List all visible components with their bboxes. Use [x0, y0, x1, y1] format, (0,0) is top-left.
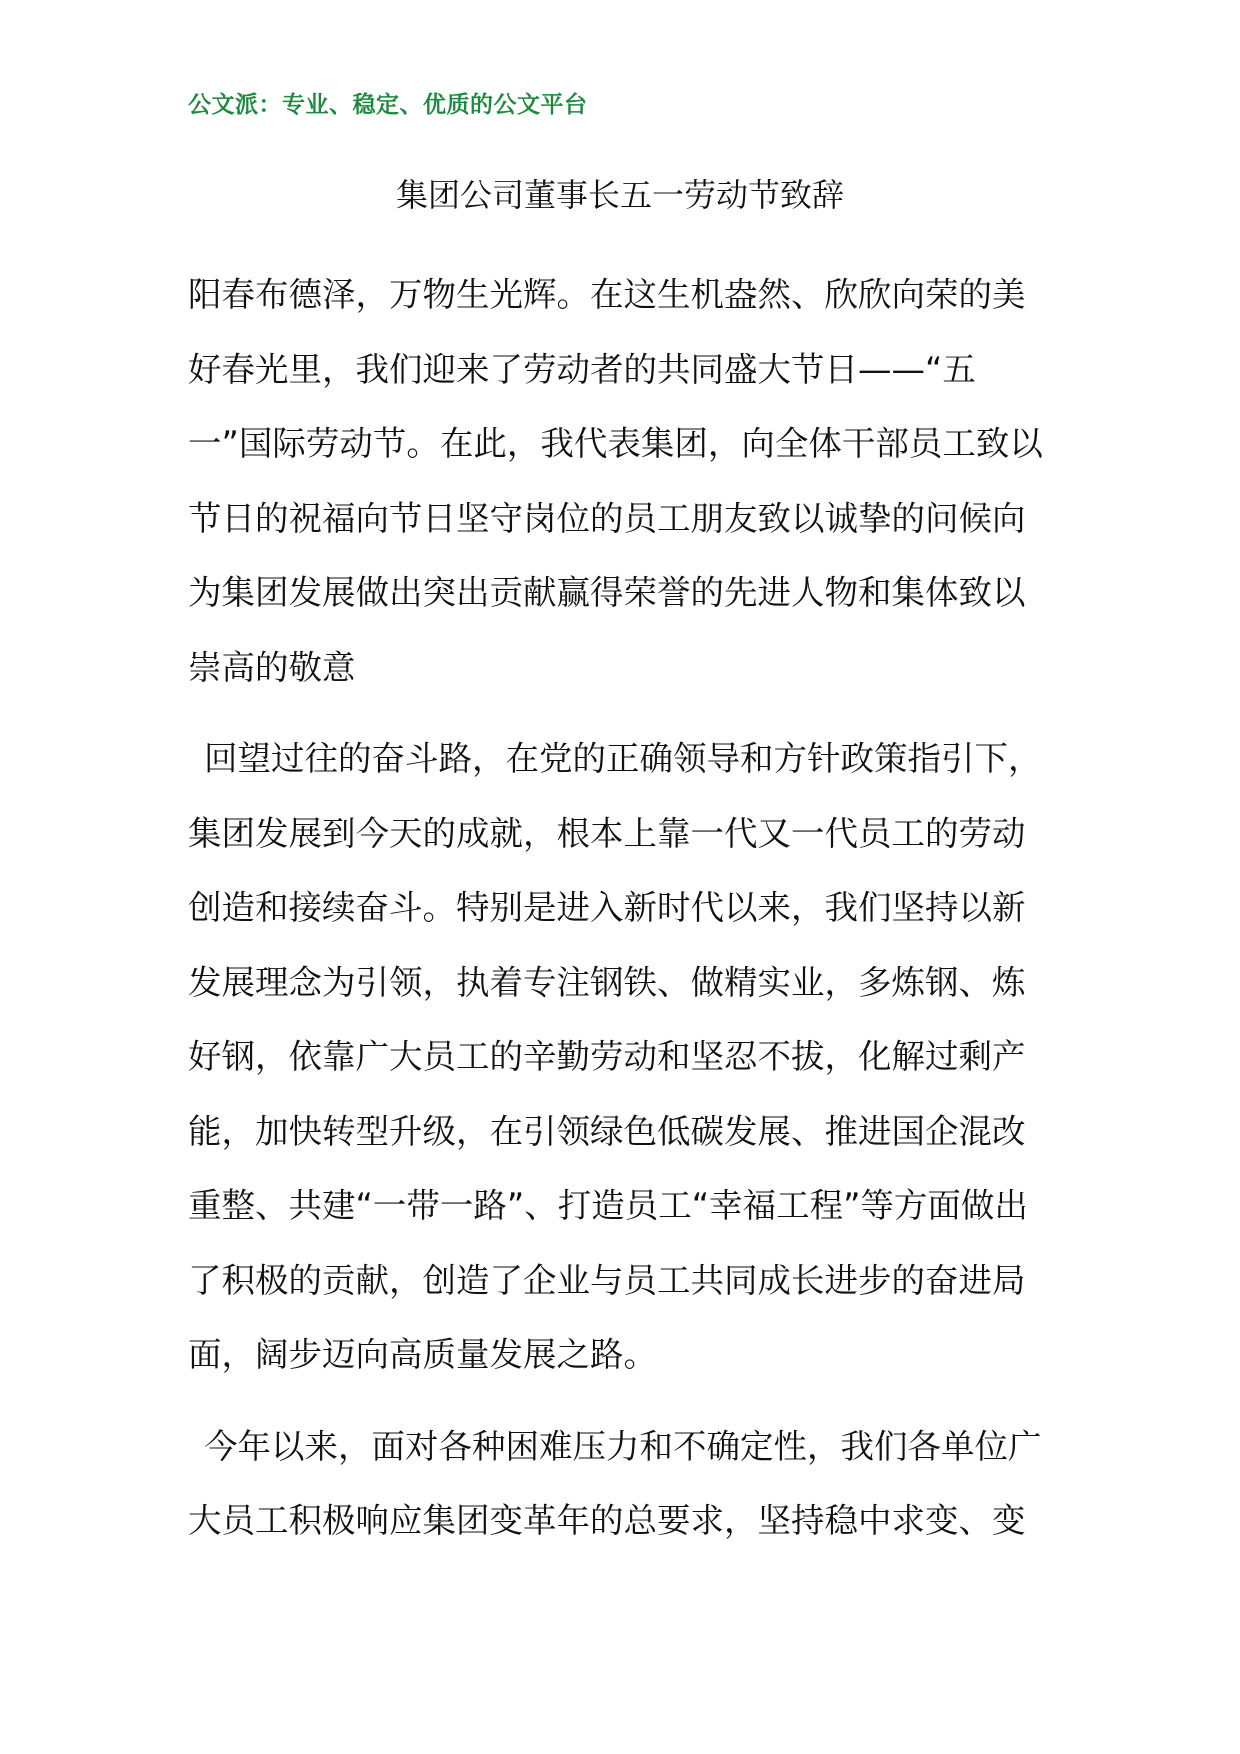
site-header-slogan: 公文派：专业、稳定、优质的公文平台	[188, 91, 588, 118]
document-title: 集团公司董事长五一劳动节致辞	[395, 176, 844, 214]
body-paragraph: 阳春布德泽，万物生光辉。在这生机盎然、欣欣向荣的美好春光里，我们迎来了劳动者的共同盛大节日——“五一”国际劳动节。在此，我代表集团，向全体干部员工致以节日的祝福向节日坚守岗位的员工朋友致以诚挚的问候向为集团发展做出突出贡献赢得荣誉的先进人物和集体致以崇高的敬意	[188, 275, 1043, 687]
document-body	[188, 258, 1054, 1576]
body-paragraph: 回望过往的奋斗路，在党的正确领导和方针政策指引下，集团发展到今天的成就，根本上靠一代又一代员工的劳动创造和接续奋斗。特别是进入新时代以来，我们坚持以新发展理念为引领，执着专注钢铁、做精实业，多炼钢、炼好钢，依靠广大员工的辛勤劳动和坚忍不拔，化解过剩产能，加快转型升级，在引领绿色低碳发展、推进国企混改重整、共建“一带一路”、打造员工“幸福工程”等方面做出了积极的贡献，创造了企业与员工共同成长进步的奋进局面，阔步迈向高质量发展之路。	[188, 739, 1042, 1374]
body-paragraph: 今年以来，面对各种困难压力和不确定性，我们各单位广大员工积极响应集团变革年的总要求，坚持稳中求变、变	[188, 1426, 1042, 1540]
